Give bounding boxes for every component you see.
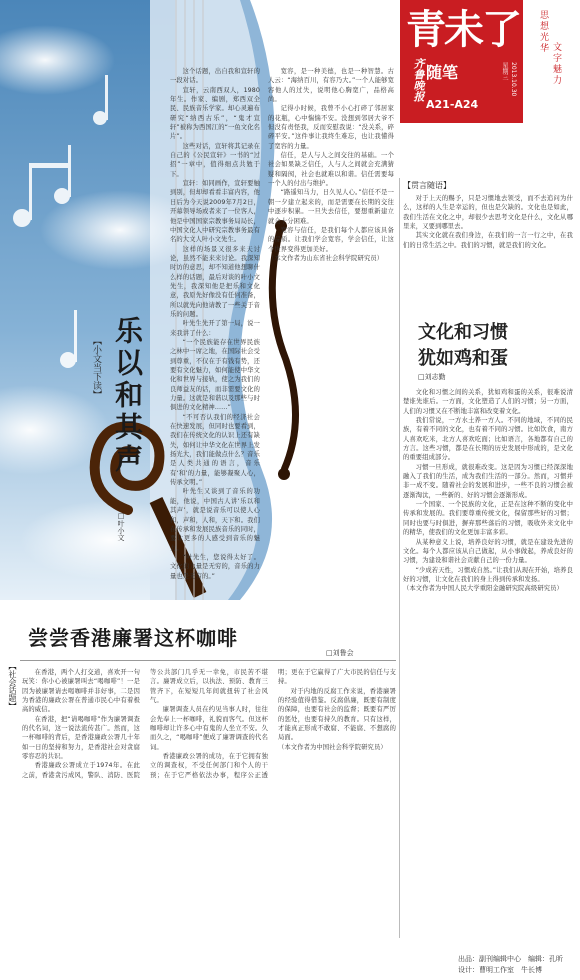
article4-title-line2: 犹如鸡和蛋 xyxy=(418,348,508,369)
article4-byline: □刘志勤 xyxy=(418,373,446,381)
article2-tag: 【社会话题】 xyxy=(8,662,17,710)
slogan-2: 文字魅力 xyxy=(551,42,561,86)
right-column-divider xyxy=(399,178,400,938)
article2-divider xyxy=(20,660,396,661)
masthead-red-block xyxy=(400,0,523,123)
masthead-title: 青未了 xyxy=(406,6,520,53)
article2-footnote: （本文作者为中国社会科学院研究员） xyxy=(278,743,387,751)
footer-line2: 设计：曹明工作室 牛长博 xyxy=(458,966,542,974)
article4-tag: 【贯言随语】 xyxy=(403,181,451,190)
article1-byline: □叶小文 xyxy=(117,512,125,541)
masthead xyxy=(400,0,580,176)
masthead-date: 2013.10.30 xyxy=(510,62,517,97)
article4-footnote: （本文作者为中国人民大学重阳金融研究院高级研究员） xyxy=(403,585,563,593)
article2-title: 尝尝香港廉署这杯咖啡 xyxy=(28,626,238,650)
article2-byline: □刘鲁会 xyxy=(326,649,354,657)
masthead-section: 随笔 xyxy=(426,63,459,82)
article4-body: 文化和习惯之间的关系，犹如鸡和蛋的关系，很难说清楚谁先谁后。一方面，文化塑造了人们的习惯；另一方面，人们的习惯又在不断地丰富和改变着文化。 我们常说，一方水土养一方人。不同的地域，不同的民族，有着不同的文化，也有着不同的习惯。比如饮食，南方人喜欢吃米，北方人喜欢吃面；比如语言，各地都有自己的方言。这些习惯，都是在长期的历史发展中形成的，是文化的重要组成部分。 习惯一旦形成，就很难改变。这是因为习惯已经深深地融入了我们的生活，成为我们生活的一部分。然而，习惯并非一成不变。随着社会的发展和进步，一些不良的习惯会被逐渐淘汰，一些新的、好的习惯会逐渐形成。 一个国家、一个民族的文化，正是在这种不断的变化中传承和发展的。我们要尊重传统文化，保留那些好的习惯；同时也要与时俱进，摒弃那些落后的习惯，吸收外来文化中的精华，使我们的文化更加丰富多彩。 从某种意义上说，培养良好的习惯，就是在建设先进的文化。每个人都应该从自己做起，从小事做起，养成良好的习惯，为建设和谐社会贡献自己的一份力量。 “少成若天性，习惯成自然。”让我们从现在开始，培养良好的习惯，让文化在我们的身上得到传承和发扬。 （本文作者为中国人民大学重阳金融研究院高级研究员） xyxy=(403,389,573,593)
article1-tag: 【小文当下读】 xyxy=(91,336,101,399)
article1-body: 这个话题，出自我和宣轩的一段对话。 宣轩，云南西双人，1980年生。作家、编剧，郑西双全民、民族音乐学家。却心灵遍布研究“纳西古乐”，“鬼才宣轩”被称为西国江的“一鱼文化名片”。 这些对话，宣轩将其记录在自己的《公民宣轩》一书的“过招”一章中，值得细点共勉于下。 宣轩：如同画作，宣轩要触到别，但却却看看丰富内容，他日后为今天说2009年7月2日，开幕领导场或者来了一位客人，他是中国国家宗教事务局局长，中国文化人中研究宗教事务最有名的大文人叶小文先生。 这样的场景又很多来天讨论，虽然不能来来讨论。我深知时访的意思，却不知道他想聊什么样的话题，最后对谈的叶小文先生，我深知他是把乐和文化意，我原先好像没有任何准备，所以就先向他请教了一些关于音乐的问题。 叶先生先开了第一局，说一来我讲了什么： “一个民族能存在世界民族之林中一席之地，在国际社会受到尊重，不仅在于有钱有势，还要有文化魅力，如何能使中华文化和世界与接轨，使之为我们的良师益友的话，而非需要文化的力量。这就是和谐以及那些与时俱进的文化精神……” “不可否认我们的经济社会在快速发展，但同时也要看到，我们在传统文化的认识上还有缺失，如何让中华文化在世界上发扬光大，我们能做点什么？音乐是人类共通的语言，音乐有‘和’的力量，能够凝聚人心，传承文明。” 叶先生又谈到了音乐的功能，他说，中国古人讲‘乐以和其声’，就是说音乐可以使人心和，声和，人和，天下和。我们在传承和发展民族音乐的同时，要让更多的人感受到音乐的魅力。 “叶先生，您说得太好了。文化的力量是无穷的，音乐的力量也是无穷的。” xyxy=(170,68,260,580)
slogan-1: 思想光华 xyxy=(538,10,548,54)
article3-footnote: （本文作者为山东省社会科学院研究员） xyxy=(268,254,384,262)
article4-title-line1: 文化和习惯 xyxy=(418,322,508,343)
footer-line1: 出品：副刊编辑中心 编辑：孔昕 xyxy=(458,955,563,963)
masthead-logo: 齐鲁晚报 xyxy=(412,58,425,102)
article3-body: 宽容，是一种美德，也是一种智慧。古人云：“海纳百川，有容乃大。”一个人能够宽容他人的过失，说明他心胸宽广，品格高尚。 记得小时候，我曾不小心打碎了邻居家的花瓶，心中惴惴不安。没想到邻居大爷不但没有责怪我，反而安慰我说：“没关系，碎碎平安。”这件事让我终生难忘，也让我懂得了宽容的力量。 信任，是人与人之间交往的基础。一个社会如果缺乏信任，人与人之间就会充满猜疑和隔阂，社会也就难以和谐。信任需要每一个人的付出与维护。 “路遥知马力，日久见人心。”信任不是一朝一夕建立起来的，而是需要在长期的交往中逐步积累。一旦失去信任，要想重新建立就会十分困难。 宽容与信任，是我们每个人都应该具备的品质。让我们学会宽容，学会信任，让这个世界变得更加美好。 （本文作者为山东省社会科学院研究员） xyxy=(268,68,394,262)
article1-title: 乐以和其声 xyxy=(111,316,144,476)
article4-intro: 对于上天的赐予，只是习惯地去领受，而不去追问为什么，这样的人生是幸运的，但也是欠缺的。文化也是如此，我们生活在文化之中，却很少去思考文化是什么，文化从哪里来，又要到哪里去。 其实文化就在我们身边，在我们的一言一行之中，在我们的日常生活之中。我们的习惯，就是我们的文化。 xyxy=(403,195,573,249)
article2-body: 在香港，两个人打交道，喜欢开一句玩笑：你小心被廉署叫去“喝咖啡”！一是因为被廉署请去喝咖啡并非好事，二是因为香港的廉政公署在普通市民心中有着极高的威信。 在香港，把“请喝咖啡”作为廉署调查的代名词，这一说法流传甚广。然而，这一杯咖啡的背后，是香港廉政公署几十年如一日的坚持和努力，是香港社会对贪腐零容忍的共识。 香港廉政公署成立于1974年。在此之前，香港贪污成风，警队、消防、医院等公共部门几乎无一幸免，市民苦不堪言。廉署成立后，以执法、预防、教育三管齐下，在短短几年间就扭转了社会风气。 廉署调查人员在约见当事人时，往往会先奉上一杯咖啡，礼貌而客气。但这杯咖啡却让许多心中有鬼的人坐立不安。久而久之，“喝咖啡”便成了廉署调查的代名词。 香港廉政公署的成功，在于它拥有独立的调查权，不受任何部门和个人的干预；在于它严格依法办事，程序公正透明；更在于它赢得了广大市民的信任与支持。 对于内地的反腐工作来说，香港廉署的经验值得借鉴。反腐倡廉，既要有制度的保障，也要有社会的监督；既要有严厉的惩处，也要有持久的教育。只有这样，才能真正形成不敢腐、不能腐、不想腐的局面。 （本文作者为中国社会科学院研究员） xyxy=(22,669,396,779)
masthead-weekday: 星期三 xyxy=(501,62,508,80)
masthead-pages: A21-A24 xyxy=(426,98,479,111)
